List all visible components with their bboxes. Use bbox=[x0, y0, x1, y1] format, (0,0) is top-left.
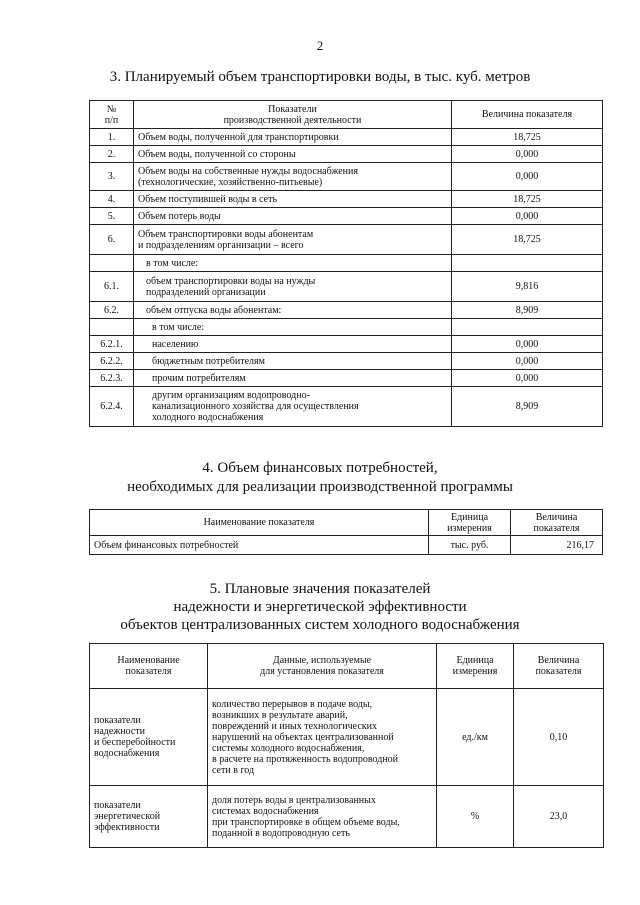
row-name: объем транспортировки воды на нужды подразделений организации bbox=[134, 272, 452, 302]
row-name: Объем поступившей воды в сеть bbox=[134, 191, 452, 208]
table-row bbox=[90, 786, 604, 848]
row-name: бюджетным потребителям bbox=[134, 353, 452, 370]
section5-title-line1: 5. Плановые значения показателей bbox=[209, 581, 431, 597]
row-data: доля потерь воды в централизованных системах водоснабжения при транспортировке в общем объеме воды, поданной в водопроводную сеть bbox=[208, 786, 437, 848]
row-name: в том числе: bbox=[134, 255, 452, 272]
section5-title-line3: объектов централизованных систем холодного водоснабжения bbox=[120, 617, 520, 633]
section4-title-line1: 4. Объем финансовых потребностей, bbox=[202, 460, 438, 476]
row-name: прочим потребителям bbox=[134, 370, 452, 387]
row-num: 6. bbox=[90, 225, 134, 255]
table-row bbox=[90, 689, 604, 786]
row-num bbox=[90, 255, 134, 272]
row-data: количество перерывов в подаче воды, возникших в результате аварий, повреждений и иных технологических нарушений на объектах централизованной системы холодного водоснабжения, в расчете на протяженность водопроводной сети в год bbox=[208, 689, 437, 786]
row-value: 8,909 bbox=[452, 387, 603, 427]
row-unit: ед./км bbox=[437, 689, 514, 786]
row-name: Объем транспортировки воды абонентам и подразделениям организации – всего bbox=[134, 225, 452, 255]
row-value: 216,17 bbox=[511, 536, 603, 555]
row-name: показатели энергетической эффективности bbox=[90, 786, 208, 848]
row-num: 6.2.4. bbox=[90, 387, 134, 427]
table-row bbox=[90, 163, 603, 191]
section4-table bbox=[89, 509, 603, 555]
table-row bbox=[90, 191, 603, 208]
table-row bbox=[90, 146, 603, 163]
header-value: Величина показателя bbox=[514, 644, 604, 689]
header-value: Величина показателя bbox=[452, 101, 603, 129]
section4-header-row bbox=[90, 510, 603, 536]
row-name: объем отпуска воды абонентам: bbox=[134, 302, 452, 319]
row-name: другим организациям водопроводно- канализационного хозяйства для осуществления холодного водоснабжения bbox=[134, 387, 452, 427]
row-value bbox=[452, 255, 603, 272]
table-row bbox=[90, 272, 603, 302]
table-row bbox=[90, 302, 603, 319]
row-value: 0,000 bbox=[452, 336, 603, 353]
row-num bbox=[90, 319, 134, 336]
table-row bbox=[90, 129, 603, 146]
row-num: 2. bbox=[90, 146, 134, 163]
section3-title: 3. Планируемый объем транспортировки воды, в тыс. куб. метров bbox=[109, 69, 531, 85]
row-num: 6.2.2. bbox=[90, 353, 134, 370]
row-value: 0,000 bbox=[452, 146, 603, 163]
row-num: 6.2. bbox=[90, 302, 134, 319]
row-value bbox=[452, 319, 603, 336]
row-num: 4. bbox=[90, 191, 134, 208]
header-num: № п/п bbox=[90, 101, 134, 129]
section3-header-row bbox=[90, 101, 603, 129]
header-indicator: Показатели производственной деятельности bbox=[134, 101, 452, 129]
header-data: Данные, используемые для установления показателя bbox=[208, 644, 437, 689]
row-num: 1. bbox=[90, 129, 134, 146]
row-value: 0,000 bbox=[452, 208, 603, 225]
table-row bbox=[90, 225, 603, 255]
table-row bbox=[90, 319, 603, 336]
row-unit: тыс. руб. bbox=[429, 536, 511, 555]
row-value: 0,000 bbox=[452, 353, 603, 370]
row-num: 6.2.3. bbox=[90, 370, 134, 387]
table-row bbox=[90, 370, 603, 387]
row-value: 8,909 bbox=[452, 302, 603, 319]
section5-table bbox=[89, 643, 604, 848]
row-name: показатели надежности и бесперебойности водоснабжения bbox=[90, 689, 208, 786]
row-value: 9,816 bbox=[452, 272, 603, 302]
page-number: 2 bbox=[316, 38, 324, 53]
table-row bbox=[90, 387, 603, 427]
row-num: 6.2.1. bbox=[90, 336, 134, 353]
row-name: населению bbox=[134, 336, 452, 353]
header-unit: Единица измерения bbox=[429, 510, 511, 536]
row-value: 18,725 bbox=[452, 191, 603, 208]
table-row bbox=[90, 208, 603, 225]
header-unit: Единица измерения bbox=[437, 644, 514, 689]
row-num: 5. bbox=[90, 208, 134, 225]
row-name: в том числе: bbox=[134, 319, 452, 336]
row-num: 3. bbox=[90, 163, 134, 191]
section3-table bbox=[89, 100, 603, 427]
section5-title-line2: надежности и энергетической эффективности bbox=[173, 599, 467, 615]
row-value: 0,000 bbox=[452, 163, 603, 191]
row-name: Объем воды, полученной для транспортировки bbox=[134, 129, 452, 146]
table-row bbox=[90, 255, 603, 272]
row-name: Объем воды на собственные нужды водоснабжения (технологические, хозяйственно-питьевые) bbox=[134, 163, 452, 191]
table-row bbox=[90, 536, 603, 555]
row-name: Объем потерь воды bbox=[134, 208, 452, 225]
row-value: 18,725 bbox=[452, 129, 603, 146]
row-unit: % bbox=[437, 786, 514, 848]
row-value: 0,000 bbox=[452, 370, 603, 387]
row-name: Объем финансовых потребностей bbox=[90, 536, 429, 555]
header-name: Наименование показателя bbox=[90, 510, 429, 536]
row-value: 0,10 bbox=[514, 689, 604, 786]
table-row bbox=[90, 336, 603, 353]
section4-title-line2: необходимых для реализации производственной программы bbox=[127, 479, 513, 495]
row-value: 23,0 bbox=[514, 786, 604, 848]
section5-header-row bbox=[90, 644, 604, 689]
header-value: Величина показателя bbox=[511, 510, 603, 536]
row-value: 18,725 bbox=[452, 225, 603, 255]
row-num: 6.1. bbox=[90, 272, 134, 302]
header-name: Наименование показателя bbox=[90, 644, 208, 689]
row-name: Объем воды, полученной со стороны bbox=[134, 146, 452, 163]
table-row bbox=[90, 353, 603, 370]
